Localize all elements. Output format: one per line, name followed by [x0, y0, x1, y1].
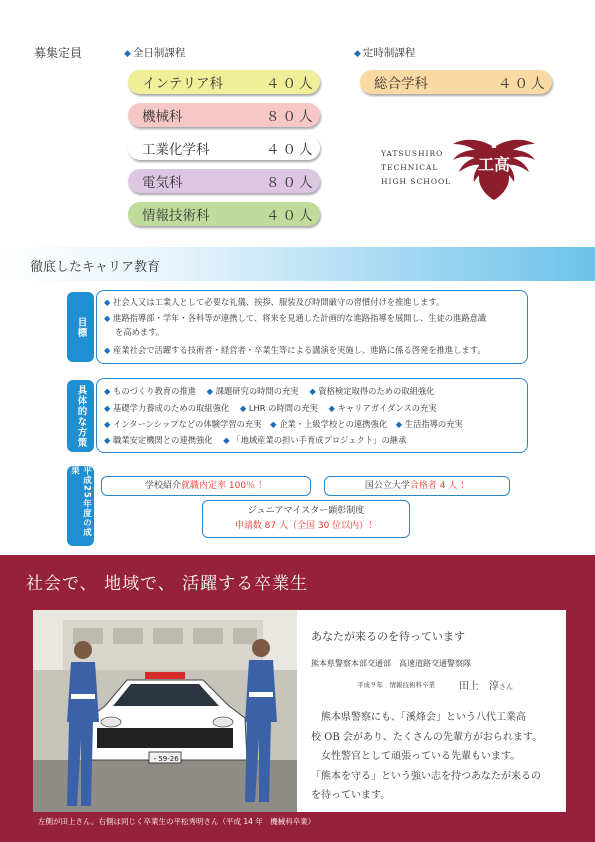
diamond-icon: ◆ — [395, 419, 405, 429]
goal-item-cont: を高めます。 — [115, 327, 165, 337]
parttime-heading: ◆ 定時制課程 — [354, 47, 416, 59]
university-box: 国公立大学合格者 4 人 ！ — [324, 476, 510, 496]
recruitment-title: 募集定員 — [34, 46, 83, 60]
affiliation: 熊本県警察本部交通部 高速道路交通警察隊 — [311, 659, 471, 668]
job-rate-box: 学校紹介就職内定率 100％ ！ — [101, 476, 311, 496]
diamond-icon: ◆ — [328, 403, 338, 413]
license-plate: ・59-26 — [151, 755, 179, 763]
diamond-icon: ◆ — [206, 386, 216, 396]
diamond-icon: ◆ — [270, 419, 280, 429]
measures-row: ◆ インターンシップなどの体験学習の充実 ◆ 企業・上級学校との連携強化 ◆ 生活指導の充実 — [104, 419, 463, 429]
graduation-info: 平成９年 情報技術科卒業 — [357, 681, 435, 689]
measures-row: ◆ 職業安定機関との連携強化 ◆ 「地域産業の担い手育成プロジェクト」の継承 — [104, 435, 407, 445]
diamond-icon: ◆ — [354, 49, 361, 59]
goals-box — [96, 290, 528, 364]
goal-item: ◆ 産業社会で活躍する技術者・経営者・卒業生等による講演を実施し、進路に係る啓発を推進します。 — [104, 345, 486, 355]
school-emblem-icon — [449, 134, 539, 204]
course-pill-infotech: 情報技術科 ４０人 — [128, 202, 320, 226]
career-title: 徹底したキャリア教育 — [30, 260, 161, 275]
course-pill-mechanical: 機械科 ８０人 — [128, 103, 320, 127]
goal-item: ◆ 社会人又は工業人として必要な礼儀、挨拶、服装及び時間厳守の習慣付けを推進します。 — [104, 297, 445, 307]
measures-tab: 具体的な方策 — [67, 380, 94, 452]
diamond-icon: ◆ — [104, 313, 114, 323]
diamond-icon: ◆ — [309, 386, 319, 396]
measures-box — [96, 378, 528, 453]
diamond-icon: ◆ — [239, 403, 249, 413]
message-body: 熊本県警察にも、「溪烽会」という八代工業高 校 OB 会があり、たくさんの先輩方がおられます。 女性警官として頑張っている先輩もいます。 「熊本を守る」という強い志を持つあなたが来るの を待っています。 — [311, 712, 543, 801]
graduates-title: 社会で、 地域で、 活躍する卒業生 — [26, 574, 309, 594]
person-name: 田上 淳さん — [459, 681, 513, 692]
course-pill-electrical: 電気科 ８０人 — [128, 169, 320, 193]
junior-meister-box: ジュニアマイスター顕彰制度 申請数 87 人（全国 30 位以内）！ — [202, 500, 410, 538]
message-heading: あなたが来るのを待っています — [311, 630, 465, 643]
graduate-message-card — [297, 610, 566, 812]
results-tab: 平成25年度の成果 — [67, 466, 94, 546]
measures-row: ◆ 基礎学力養成のための取組強化 ◆ LHR の時間の充実 ◆ キャリアガイダンスの充実 — [104, 403, 437, 413]
course-pill-general: 総合学科 ４０人 — [360, 70, 552, 94]
graduates-photo — [33, 610, 297, 812]
emblem-glyph-ko: 工高 — [477, 155, 511, 174]
diamond-icon: ◆ — [104, 297, 114, 307]
diamond-icon: ◆ — [104, 386, 114, 396]
school-name: YATSUSHIRO TECHNICAL HIGH SCHOOL — [381, 149, 452, 186]
diamond-icon: ◆ — [124, 49, 131, 59]
course-pill-interior: インテリア科 ４０人 — [128, 70, 320, 94]
diamond-icon: ◆ — [223, 435, 233, 445]
course-pill-chemistry: 工業化学科 ４０人 — [128, 136, 320, 160]
measures-row: ◆ ものづくり教育の推進 ◆ 課題研究の時間の充実 ◆ 資格検定取得のための取組強化 — [104, 386, 435, 396]
diamond-icon: ◆ — [104, 403, 114, 413]
goal-item: ◆ 進路指導部・学年・各科等が連携して、将来を見通した計画的な進路指導を展開し、生徒の進路意識 — [104, 313, 487, 323]
photo-caption: 左側が田上さん。右側は同じく卒業生の平松秀明さん（平成 14 年 機械科卒業） — [38, 817, 316, 826]
goals-tab: 目標 — [67, 292, 94, 362]
fulltime-heading: ◆ 全日制課程 — [124, 47, 186, 59]
diamond-icon: ◆ — [104, 419, 114, 429]
diamond-icon: ◆ — [104, 345, 114, 355]
diamond-icon: ◆ — [104, 435, 114, 445]
police-car-photo — [33, 610, 297, 812]
